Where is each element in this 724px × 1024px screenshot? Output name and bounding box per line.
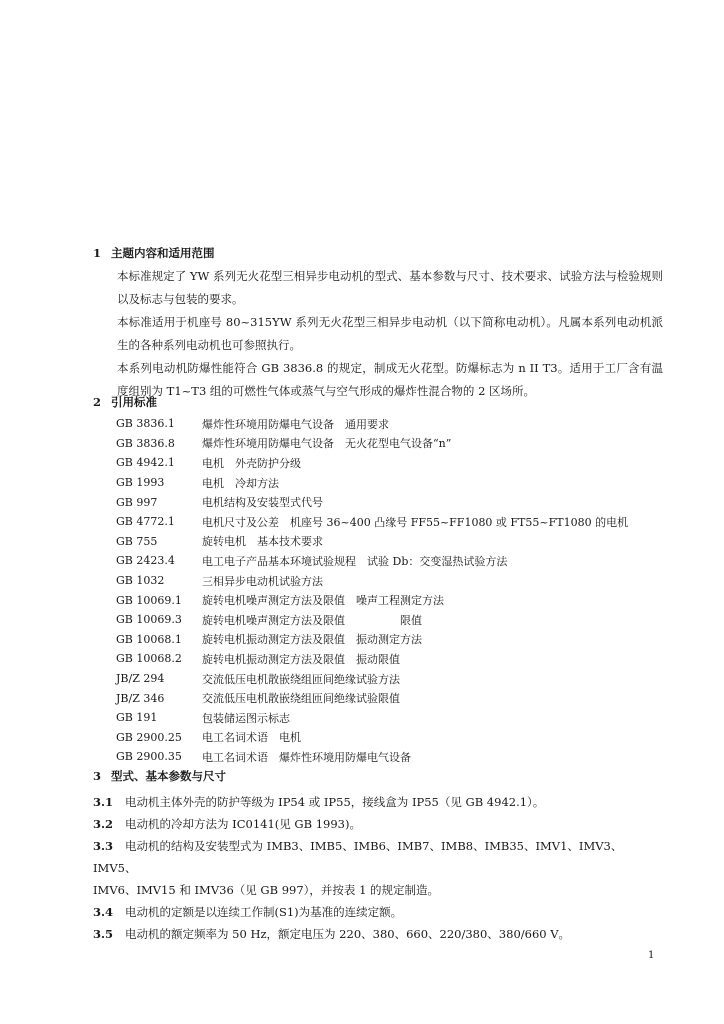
reference-row (116, 434, 628, 454)
clause-number: 3.4 (93, 905, 114, 919)
reference-row (116, 630, 628, 650)
reference-row (116, 453, 628, 473)
reference-title: 爆炸性环境用防爆电气设备 通用要求 (202, 417, 389, 431)
reference-row (116, 473, 628, 493)
page-number: 1 (648, 950, 655, 961)
reference-row (116, 512, 628, 532)
reference-title: 电机 冷却方法 (202, 476, 279, 490)
clause (93, 923, 665, 945)
reference-title: 旋转电机振动测定方法及限值 振动测定方法 (202, 633, 422, 647)
clause (93, 901, 665, 923)
reference-code: GB 2423.4 (116, 554, 175, 568)
reference-code: GB 2900.35 (116, 750, 182, 764)
reference-row (116, 532, 628, 552)
reference-standards-table (116, 414, 628, 767)
section-title: 主题内容和适用范围 (111, 246, 215, 260)
section-number: 2 (93, 395, 102, 409)
reference-title: 三相异步电动机试验方法 (202, 574, 323, 588)
reference-title: 电工名词术语 电机 (202, 731, 301, 745)
clause-continuation: IMV6、IMV15 和 IMV36（见 GB 997），并按表 1 的规定制造。 (93, 883, 440, 897)
reference-title: 电机尺寸及公差 机座号 36~400 凸缘号 FF55~FF1080 或 FT55~FT1080 的电机 (202, 515, 629, 529)
clause-number: 3.3 (93, 839, 114, 853)
reference-title: 旋转电机噪声测定方法及限值 限值 (202, 613, 422, 627)
clause-number: 3.1 (93, 795, 114, 809)
reference-title: 爆炸性环境用防爆电气设备 无火花型电气设备“n” (202, 437, 452, 451)
reference-code: GB 755 (116, 534, 158, 548)
clause-text: 电动机的冷却方法为 IC0141(见 GB 1993)。 (125, 817, 361, 831)
reference-code: GB 10068.1 (116, 632, 182, 646)
reference-code: GB 3836.8 (116, 436, 175, 450)
reference-code: GB 10069.3 (116, 613, 182, 627)
section-title: 型式、基本参数与尺寸 (111, 769, 226, 783)
reference-row (116, 590, 628, 610)
clause-text: 电动机主体外壳的防护等级为 IP54 或 IP55，接线盒为 IP55（见 GB 4942.1）。 (125, 795, 545, 809)
reference-code: JB/Z 294 (116, 672, 165, 686)
reference-row (116, 492, 628, 512)
clause (93, 791, 665, 813)
reference-row (116, 571, 628, 591)
reference-code: JB/Z 346 (116, 691, 165, 705)
reference-code: GB 997 (116, 495, 158, 509)
reference-row (116, 551, 628, 571)
clause-number: 3.5 (93, 927, 114, 941)
reference-title: 电机结构及安装型式代号 (202, 496, 323, 510)
section-title: 引用标准 (111, 395, 157, 409)
section-1-body (93, 265, 663, 403)
reference-title: 旋转电机 基本技术要求 (202, 535, 323, 549)
reference-code: GB 1993 (116, 476, 165, 490)
reference-row (116, 747, 628, 767)
reference-title: 交流低压电机散嵌绕组匝间绝缘试验方法 (202, 672, 400, 686)
clause-text: 电动机的额定频率为 50 Hz，额定电压为 220、380、660、220/380、380/660 V。 (125, 927, 571, 941)
paragraph: 本标准适用于机座号 80~315YW 系列无火花型三相异步电动机（以下简称电动机）。凡属本系列电动机派生的各种系列电动机也可参照执行。 (117, 315, 663, 352)
reference-row (116, 728, 628, 748)
reference-row (116, 610, 628, 630)
section-1-heading (93, 245, 215, 261)
reference-title: 电机 外壳防护分级 (202, 456, 301, 470)
section-3-body (93, 791, 665, 945)
section-number: 1 (93, 246, 102, 260)
reference-row (116, 414, 628, 434)
reference-title: 旋转电机振动测定方法及限值 振动限值 (202, 652, 400, 666)
reference-title: 电工名词术语 爆炸性环境用防爆电气设备 (202, 750, 411, 764)
clause-text: 电动机的定额是以连续工作制(S1)为基准的连续定额。 (125, 905, 403, 919)
reference-title: 旋转电机噪声测定方法及限值 噪声工程测定方法 (202, 594, 444, 608)
reference-row (116, 688, 628, 708)
clause (93, 813, 665, 835)
reference-row (116, 708, 628, 728)
section-number: 3 (93, 769, 102, 783)
section-3-heading (93, 768, 226, 784)
reference-title: 电工电子产品基本环境试验规程 试验 Db：交变湿热试验方法 (202, 554, 508, 568)
reference-title: 包装储运图示标志 (202, 711, 290, 725)
reference-row (116, 649, 628, 669)
reference-code: GB 3836.1 (116, 417, 175, 431)
reference-row (116, 669, 628, 689)
paragraph: 本标准规定了 YW 系列无火花型三相异步电动机的型式、基本参数与尺寸、技术要求、试验方法与检验规则以及标志与包装的要求。 (117, 269, 663, 306)
reference-code: GB 2900.25 (116, 730, 182, 744)
reference-code: GB 4772.1 (116, 515, 175, 529)
clause (93, 835, 665, 879)
reference-code: GB 1032 (116, 574, 165, 588)
reference-code: GB 4942.1 (116, 456, 175, 470)
clause-text: 电动机的结构及安装型式为 IMB3、IMB5、IMB6、IMB7、IMB8、IMB35、IMV1、IMV3、IMV5、 (93, 839, 623, 875)
reference-code: GB 10068.2 (116, 652, 182, 666)
reference-code: GB 191 (116, 711, 158, 725)
clause-number: 3.2 (93, 817, 114, 831)
reference-title: 交流低压电机散嵌绕组匝间绝缘试验限值 (202, 692, 400, 706)
reference-code: GB 10069.1 (116, 593, 182, 607)
section-2-heading (93, 394, 157, 410)
paragraph: 本系列电动机防爆性能符合 GB 3836.8 的规定，制成无火花型。防爆标志为 n II T3。适用于工厂含有温度组别为 T1~T3 组的可燃性气体或蒸气与空气形成的爆炸性混合物的 2 区场所。 (117, 361, 663, 398)
